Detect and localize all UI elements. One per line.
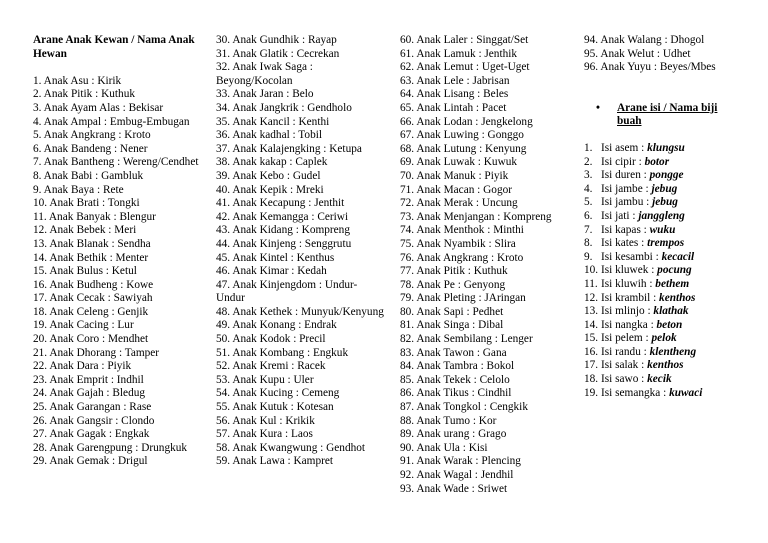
- item-number: 17.: [584, 359, 599, 372]
- list-item: 66. Anak Lodan : Jengkelong: [400, 115, 533, 128]
- list-item: 15. Anak Bulus : Ketul: [33, 265, 137, 278]
- isi-list: [584, 142, 764, 400]
- item-value: janggleng: [638, 209, 685, 222]
- list-item: [584, 169, 764, 183]
- list-item: 46. Anak Kimar : Kedah: [216, 265, 327, 278]
- item-label: Isi mlinjo :: [601, 305, 654, 318]
- list-item: 58. Anak Kwangwung : Gendhot: [216, 441, 366, 454]
- list-item: 93. Anak Wade : Sriwet: [400, 482, 508, 495]
- list-item: [584, 319, 764, 333]
- list-item: 81. Anak Singa : Dibal: [400, 319, 504, 332]
- list-item: 24. Anak Gajah : Bledug: [33, 387, 146, 400]
- item-number: 12.: [584, 291, 599, 304]
- item-value: pelok: [651, 332, 677, 345]
- kewan-list-4: [584, 34, 764, 75]
- list-item: [584, 305, 764, 319]
- list-item: 38. Anak kakap : Caplek: [216, 156, 328, 169]
- list-item: 64. Anak Lisang : Beles: [400, 88, 509, 101]
- list-item: 68. Anak Lutung : Kenyung: [400, 142, 527, 155]
- isi-heading: [584, 102, 737, 129]
- list-item: 1. Anak Asu : Kirik: [33, 74, 122, 87]
- list-item: 9. Anak Baya : Rete: [33, 183, 124, 196]
- item-label: Isi sawo :: [601, 373, 648, 386]
- list-item: 79. Anak Pleting : JAringan: [400, 292, 526, 305]
- list-item: [584, 224, 764, 238]
- list-item: 11. Anak Banyak : Blengur: [33, 210, 156, 223]
- list-item: 34. Anak Jangkrik : Gendholo: [216, 101, 352, 114]
- list-item: 71. Anak Macan : Gogor: [400, 183, 513, 196]
- list-item: 86. Anak Tikus : Cindhil: [400, 387, 512, 400]
- list-item: 65. Anak Lintah : Pacet: [400, 101, 507, 114]
- list-item: 72. Anak Merak : Uncung: [400, 197, 518, 210]
- item-label: Isi asem :: [601, 141, 648, 154]
- item-value: klungsu: [647, 141, 685, 154]
- list-item: 75. Anak Nyambik : Slira: [400, 237, 516, 250]
- list-item: 94. Anak Walang : Dhogol: [584, 34, 705, 46]
- list-item: 18. Anak Celeng : Genjik: [33, 305, 149, 318]
- list-item: [584, 251, 764, 265]
- item-value: trempos: [647, 237, 685, 250]
- list-item: 31. Anak Glatik : Cecrekan: [216, 47, 340, 60]
- list-item: [584, 359, 764, 373]
- item-value: pocung: [657, 264, 692, 277]
- list-item: 96. Anak Yuyu : Beyes/Mbes: [584, 61, 716, 74]
- column-1: [33, 34, 205, 469]
- item-value: pongge: [649, 169, 684, 182]
- list-item: 67. Anak Luwing : Gonggo: [400, 129, 524, 142]
- list-item: 70. Anak Manuk : Piyik: [400, 169, 509, 182]
- list-item: 83. Anak Tawon : Gana: [400, 346, 507, 359]
- list-item: 5. Anak Angkrang : Kroto: [33, 129, 151, 142]
- list-item: 30. Anak Gundhik : Rayap: [216, 34, 337, 46]
- list-item: 39. Anak Kebo : Gudel: [216, 169, 321, 182]
- item-number: 18.: [584, 373, 599, 386]
- item-label: Isi duren :: [601, 169, 650, 182]
- item-label: Isi kapas :: [601, 223, 650, 236]
- item-label: Isi kluwih :: [601, 277, 656, 290]
- item-value: kenthos: [659, 291, 696, 304]
- list-item: 26. Anak Gangsir : Clondo: [33, 414, 155, 427]
- list-item: [584, 210, 764, 224]
- list-item: 35. Anak Kancil : Kenthi: [216, 115, 330, 128]
- item-label: Isi jambe :: [601, 182, 652, 195]
- item-value: klentheng: [649, 345, 697, 358]
- list-item: 29. Anak Gemak : Drigul: [33, 455, 148, 468]
- item-value: bethem: [655, 277, 690, 290]
- item-value: wuku: [649, 223, 676, 236]
- item-number: 3.: [584, 169, 593, 182]
- list-item: 85. Anak Tekek : Celolo: [400, 373, 510, 386]
- item-number: 16.: [584, 345, 599, 358]
- item-value: klathak: [653, 305, 689, 318]
- list-item: [584, 264, 764, 278]
- item-number: 6.: [584, 209, 593, 222]
- list-item: 16. Anak Budheng : Kowe: [33, 278, 154, 291]
- list-item: 92. Anak Wagal : Jendhil: [400, 469, 514, 481]
- list-item: 42. Anak Kemangga : Ceriwi: [216, 210, 349, 223]
- list-item: 32. Anak Iwak Saga : Beyong/Kocolan: [216, 61, 313, 87]
- item-number: 11.: [584, 277, 598, 290]
- list-item: 74. Anak Menthok : Minthi: [400, 224, 524, 237]
- list-item: 53. Anak Kupu : Uler: [216, 373, 314, 386]
- list-item: [584, 346, 764, 360]
- item-number: 7.: [584, 223, 593, 236]
- item-label: Isi kluwek :: [601, 264, 658, 277]
- list-item: 80. Anak Sapi : Pedhet: [400, 305, 504, 318]
- item-value: kenthos: [647, 359, 684, 372]
- item-value: jebug: [652, 196, 678, 209]
- list-item: 89. Anak urang : Grago: [400, 428, 507, 441]
- list-item: 73. Anak Menjangan : Kompreng: [400, 210, 552, 223]
- list-item: 90. Anak Ula : Kisi: [400, 441, 488, 454]
- list-item: 44. Anak Kinjeng : Senggrutu: [216, 237, 352, 250]
- list-item: 10. Anak Brati : Tongki: [33, 197, 140, 210]
- list-item: 37. Anak Kalajengking : Ketupa: [216, 142, 362, 155]
- list-item: 49. Anak Konang : Endrak: [216, 319, 337, 332]
- kewan-list-1: [33, 75, 205, 469]
- item-label: Isi jambu :: [601, 196, 653, 209]
- list-item: 28. Anak Garengpung : Drungkuk: [33, 441, 188, 454]
- list-item: [584, 142, 764, 156]
- item-label: Isi semangka :: [601, 386, 670, 399]
- list-item: 4. Anak Ampal : Embug-Embugan: [33, 115, 190, 128]
- item-label: Isi salak :: [601, 359, 648, 372]
- list-item: 61. Anak Lamuk : Jenthik: [400, 47, 518, 60]
- list-item: 82. Anak Sembilang : Lenger: [400, 333, 533, 346]
- list-item: 56. Anak Kul : Krikik: [216, 414, 315, 427]
- list-item: 60. Anak Laler : Singgat/Set: [400, 34, 529, 46]
- list-item: 17. Anak Cecak : Sawiyah: [33, 292, 153, 305]
- item-number: 5.: [584, 196, 593, 209]
- list-item: 40. Anak Kepik : Mreki: [216, 183, 324, 196]
- list-item: 54. Anak Kucing : Cemeng: [216, 387, 340, 400]
- list-item: 55. Anak Kutuk : Kotesan: [216, 401, 334, 414]
- item-value: beton: [656, 318, 683, 331]
- list-item: 36. Anak kadhal : Tobil: [216, 129, 322, 142]
- list-item: [584, 156, 764, 170]
- item-number: 10.: [584, 264, 599, 277]
- isi-title: Arane isi / Nama biji buah: [617, 101, 718, 128]
- list-item: [584, 237, 764, 251]
- list-item: 12. Anak Bebek : Meri: [33, 224, 137, 237]
- list-item: 63. Anak Lele : Jabrisan: [400, 74, 510, 87]
- list-item: 52. Anak Kremi : Racek: [216, 360, 326, 373]
- list-item: 33. Anak Jaran : Belo: [216, 88, 314, 101]
- column-3: [400, 34, 575, 496]
- item-number: 2.: [584, 155, 593, 168]
- list-item: 19. Anak Cacing : Lur: [33, 319, 134, 332]
- list-item: 25. Anak Garangan : Rase: [33, 401, 152, 414]
- list-item: [584, 196, 764, 210]
- list-item: 8. Anak Babi : Gambluk: [33, 169, 144, 182]
- list-item: 45. Anak Kintel : Kenthus: [216, 251, 335, 264]
- list-item: [584, 332, 764, 346]
- item-value: kuwaci: [669, 386, 703, 399]
- item-label: Isi randu :: [601, 345, 650, 358]
- list-item: 87. Anak Tongkol : Cengkik: [400, 401, 528, 414]
- list-item: [584, 387, 764, 401]
- column-2: [216, 34, 386, 469]
- list-item: 69. Anak Luwak : Kuwuk: [400, 156, 518, 169]
- list-item: 20. Anak Coro : Mendhet: [33, 333, 149, 346]
- list-item: 23. Anak Emprit : Indhil: [33, 373, 144, 386]
- list-item: 22. Anak Dara : Piyik: [33, 360, 132, 373]
- kewan-list-2: [216, 34, 386, 469]
- list-item: 91. Anak Warak : Plencing: [400, 455, 521, 468]
- list-item: 84. Anak Tambra : Bokol: [400, 360, 515, 373]
- list-item: 59. Anak Lawa : Kampret: [216, 455, 334, 468]
- bullet-icon: •: [596, 101, 600, 114]
- list-item: 88. Anak Tumo : Kor: [400, 414, 497, 427]
- item-label: Isi kates :: [601, 237, 648, 250]
- item-number: 8.: [584, 237, 593, 250]
- list-item: 47. Anak Kinjengdom : Undur-Undur: [216, 278, 358, 305]
- list-item: 21. Anak Dhorang : Tamper: [33, 346, 160, 359]
- list-item: [584, 292, 764, 306]
- list-item: [584, 278, 764, 292]
- item-value: kecik: [647, 373, 672, 386]
- list-item: 41. Anak Kecapung : Jenthit: [216, 197, 345, 210]
- item-value: kecacil: [661, 250, 695, 263]
- list-item: 6. Anak Bandeng : Nener: [33, 142, 148, 155]
- list-item: 14. Anak Bethik : Menter: [33, 251, 149, 264]
- item-number: 1.: [584, 141, 593, 154]
- item-label: Isi cipir :: [601, 155, 645, 168]
- item-number: 4.: [584, 182, 593, 195]
- list-item: 43. Anak Kidang : Kompreng: [216, 224, 350, 237]
- item-value: botor: [644, 155, 670, 168]
- list-item: [584, 373, 764, 387]
- list-item: 77. Anak Pitik : Kuthuk: [400, 265, 508, 278]
- item-number: 13.: [584, 305, 599, 318]
- item-value: jebug: [651, 182, 678, 195]
- list-item: 7. Anak Bantheng : Wereng/Cendhet: [33, 156, 199, 169]
- item-label: Isi pelem :: [601, 332, 652, 345]
- list-item: [584, 183, 764, 197]
- list-item: 51. Anak Kombang : Engkuk: [216, 346, 349, 359]
- item-label: Isi nangka :: [601, 318, 657, 331]
- list-item: 13. Anak Blanak : Sendha: [33, 237, 151, 250]
- list-item: 57. Anak Kura : Laos: [216, 428, 313, 441]
- list-item: 2. Anak Pitik : Kuthuk: [33, 88, 135, 101]
- item-number: 14.: [584, 318, 599, 331]
- column-4: [584, 34, 764, 400]
- kewan-title: Arane Anak Kewan / Nama Anak Hewan: [33, 34, 195, 60]
- list-item: 76. Anak Angkrang : Kroto: [400, 251, 524, 264]
- list-item: 48. Anak Kethek : Munyuk/Kenyung: [216, 305, 384, 318]
- list-item: 3. Anak Ayam Alas : Bekisar: [33, 101, 164, 114]
- item-number: 15.: [584, 332, 599, 345]
- item-label: Isi kesambi :: [601, 250, 662, 263]
- list-item: 50. Anak Kodok : Precil: [216, 333, 326, 346]
- list-item: 27. Anak Gagak : Engkak: [33, 428, 150, 441]
- item-number: 19.: [584, 386, 599, 399]
- list-item: 78. Anak Pe : Genyong: [400, 278, 506, 291]
- item-label: Isi jati :: [601, 209, 639, 222]
- item-label: Isi krambil :: [601, 291, 660, 304]
- list-item: 62. Anak Lemut : Uget-Uget: [400, 61, 530, 74]
- item-number: 9.: [584, 250, 593, 263]
- kewan-list-3: [400, 34, 575, 496]
- list-item: 95. Anak Welut : Udhet: [584, 47, 691, 60]
